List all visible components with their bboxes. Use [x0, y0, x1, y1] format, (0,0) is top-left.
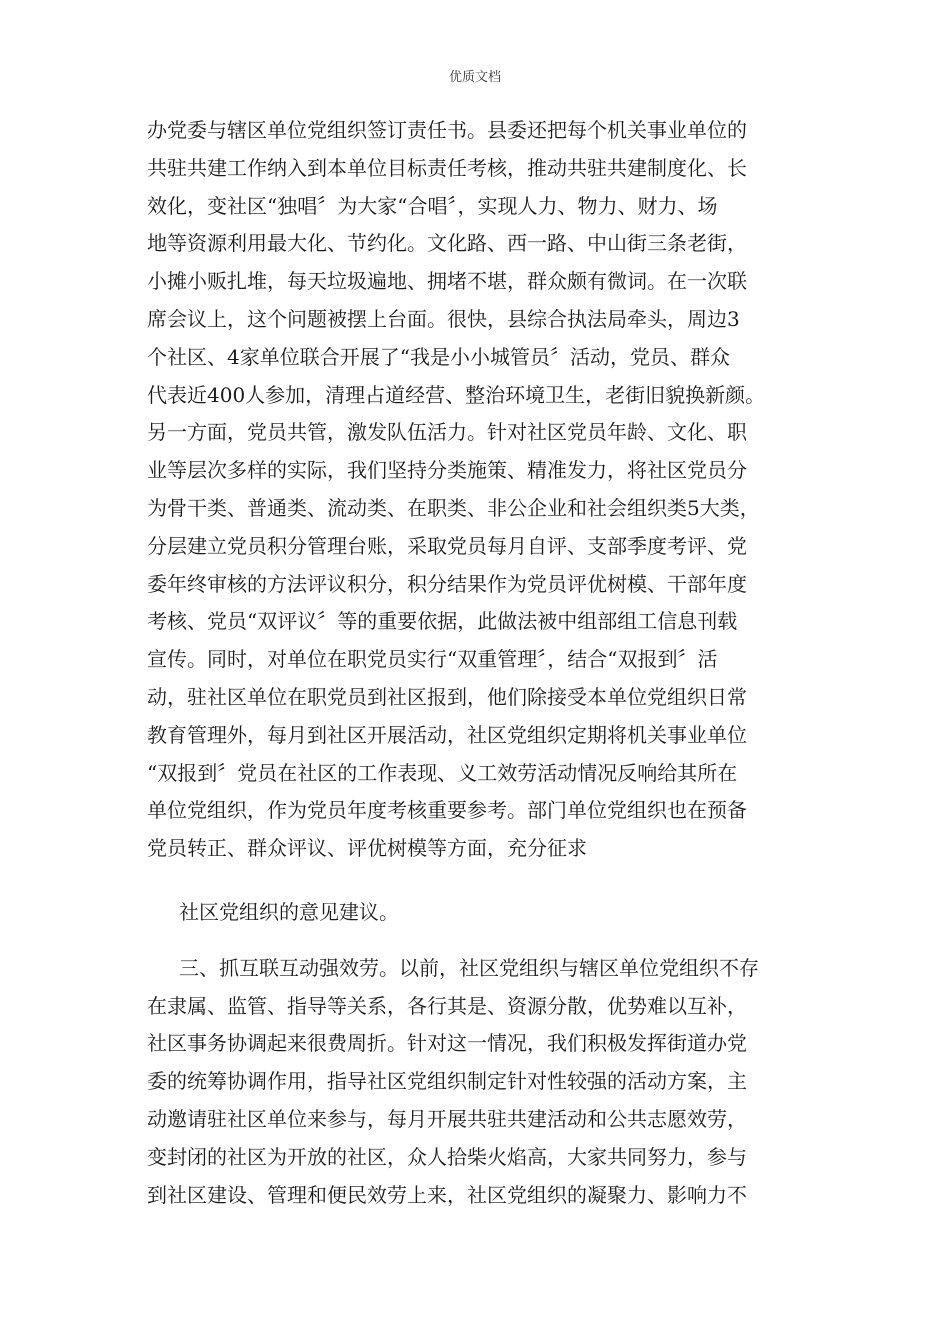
text-line: 到社区建设、管理和便民效劳上来，社区党组织的凝聚力、影响力不	[147, 1182, 747, 1207]
text-line: 地等资源利用最大化、节约化。文化路、西一路、中山街三条老街，	[147, 231, 747, 256]
paragraph-continuation	[147, 112, 807, 868]
text-line: 个社区、4家单位联合开展了“我是小小城管员〞活动，党员、群众	[147, 344, 730, 369]
text-line: 共驻共建工作纳入到本单位目标责任考核，推动共驻共建制度化、长	[147, 155, 747, 180]
text-line: 另一方面，党员共管，激发队伍活力。针对社区党员年龄、文化、职	[147, 420, 747, 445]
text-line: 党员转正、群众评议、评优树模等方面，充分征求	[147, 836, 587, 861]
text-line: 为骨干类、普通类、流动类、在职类、非公企业和社会组织类5大类，	[147, 495, 760, 520]
text-line: 业等层次多样的实际，我们坚持分类施策、精准发力，将社区党员分	[147, 458, 747, 483]
text-line: 考核、党员“双评议〞等的重要依据，此做法被中组部组工信息刊载	[147, 609, 738, 634]
text-line: 教育管理外，每月到社区开展活动，社区党组织定期将机关事业单位	[147, 722, 747, 747]
text-line: 办党委与辖区单位党组织签订责任书。县委还把每个机关事业单位的	[147, 118, 747, 142]
text-line: 在隶属、监管、指导等关系，各行其是、资源分散，优势难以互补，	[147, 993, 747, 1018]
text-line: 席会议上，这个问题被摆上台面。很快，县综合执法局牵头，周边3	[147, 306, 740, 331]
text-line: 委的统筹协调作用，指导社区党组织制定针对性较强的活动方案，主	[147, 1069, 747, 1094]
text-line: 效化，变社区“独唱〞为大家“合唱〞，实现人力、物力、财力、场	[147, 193, 718, 218]
document-body	[147, 112, 807, 1214]
text-line: 动邀请驻社区单位来参与，每月开展共驻共建活动和公共志愿效劳，	[147, 1106, 747, 1131]
text-line: 三、抓互联互动强效劳。以前，社区党组织与辖区单位党组织不存	[179, 955, 759, 980]
paragraph-section-three	[147, 950, 807, 1215]
text-line: 变封闭的社区为开放的社区，众人拾柴火焰高，大家共同努力，参与	[147, 1144, 747, 1169]
text-line: 动，驻社区单位在职党员到社区报到，他们除接受本单位党组织日常	[147, 684, 747, 709]
text-line: 单位党组织，作为党员年度考核重要参考。部门单位党组织也在预备	[147, 798, 747, 823]
text-line: 社区事务协调起来很费周折。针对这一情况，我们积极发挥街道办党	[147, 1031, 747, 1056]
text-line: 代表近400人参加，清理占道经营、整治环境卫生，老街旧貌换新颜。	[147, 382, 766, 407]
paragraph-short	[147, 894, 807, 932]
text-line: 分层建立党员积分管理台账，采取党员每月自评、支部季度考评、党	[147, 533, 747, 558]
text-line: 委年终审核的方法评议积分，积分结果作为党员评优树模、干部年度	[147, 571, 747, 596]
text-line: 社区党组织的意见建议。	[179, 899, 399, 924]
text-line: 小摊小贩扎堆，每天垃圾遍地、拥堵不堪，群众颇有微词。在一次联	[147, 269, 747, 294]
text-line: 宣传。同时，对单位在职党员实行“双重管理〞，结合“双报到〞活	[147, 647, 718, 672]
text-line: “双报到〞党员在社区的工作表现、义工效劳活动情况反响给其所在	[147, 760, 738, 785]
page-header-title: 优质文档	[448, 70, 501, 85]
